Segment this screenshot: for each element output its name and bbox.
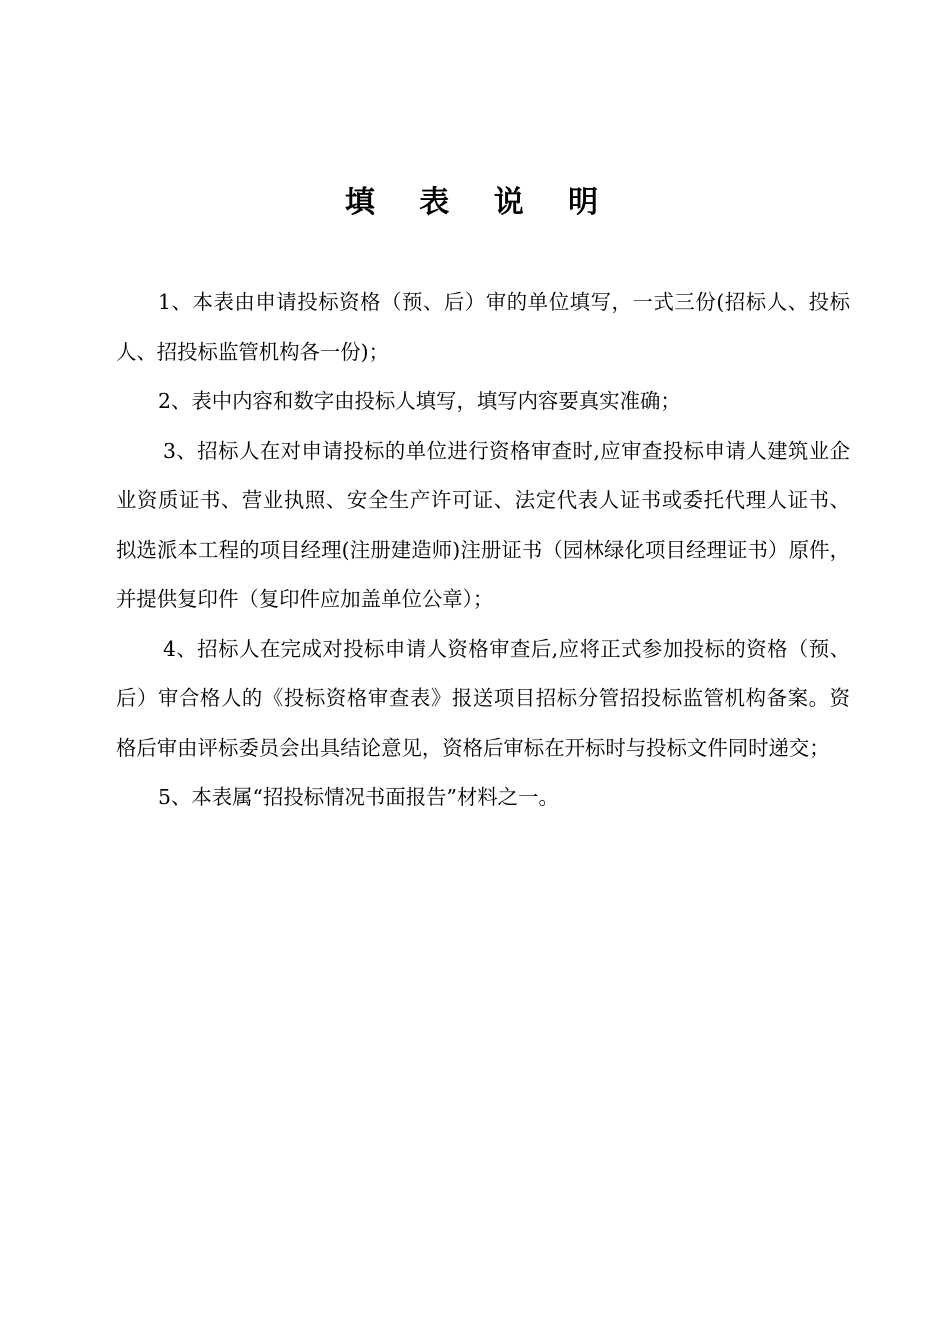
- instruction-paragraph-1: 1、本表由申请投标资格（预、后）审的单位填写，一式三份(招标人、投标人、招投标监管机构各一份)；: [116, 290, 850, 364]
- instruction-paragraph-3: 3、招标人在对申请投标的单位进行资格审查时,应审查投标申请人建筑业企业资质证书、营业执照、安全生产许可证、法定代表人证书或委托代理人证书、拟选派本工程的项目经理(注册建造师)注册证书（园林绿化项目经理证书）原件，并提供复印件（复印件应加盖单位公章）；: [116, 438, 850, 611]
- instruction-paragraph-4: 4、招标人在完成对投标申请人资格审查后,应将正式参加投标的资格（预、后）审合格人的《投标资格审查表》报送项目招标分管招投标监管机构备案。资格后审由评标委员会出具结论意见，资格后审标在开标时与投标文件同时递交；: [116, 636, 850, 760]
- instruction-paragraph-2: 2、表中内容和数字由投标人填写，填写内容要真实准确；: [158, 389, 681, 413]
- document-title: 填 表 说 明: [344, 185, 616, 220]
- instructions-body: [116, 278, 850, 823]
- instruction-paragraph-5: 5、本表属“招投标情况书面报告”材料之一。: [158, 785, 559, 809]
